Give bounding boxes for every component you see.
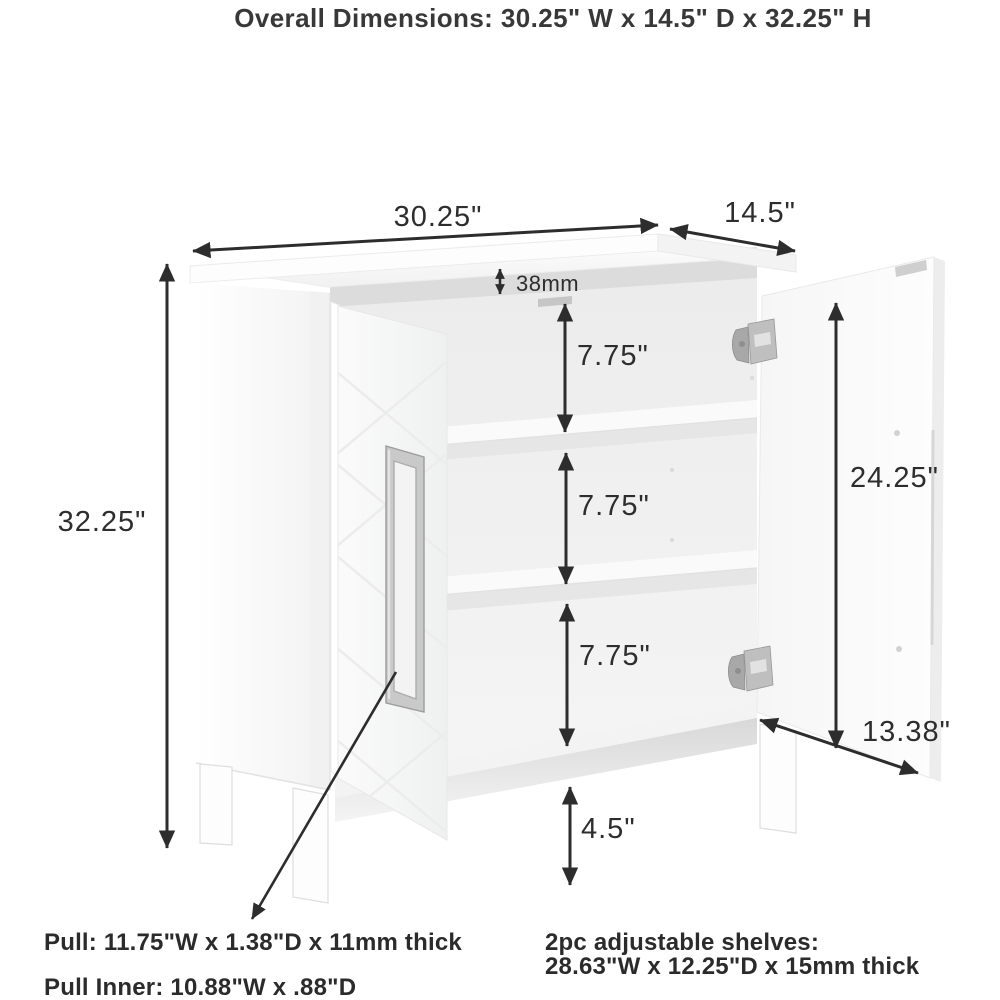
shelves-notes [545, 929, 920, 980]
overall-depth-label: 14.5" [724, 197, 796, 229]
screw-hole [894, 430, 900, 436]
shelf-pin-hole [670, 538, 674, 542]
back-left-leg [200, 764, 232, 845]
screw-hole [750, 376, 754, 380]
shelf-gap-1-label: 7.75" [577, 340, 649, 372]
top-thickness-label: 38mm [516, 271, 580, 296]
pull-notes [44, 929, 462, 1000]
shelf-pin-hole [670, 468, 674, 472]
leg-height-label: 4.5" [581, 813, 636, 845]
shelves-note-line2: 28.63"W x 12.25"D x 15mm thick [545, 953, 920, 980]
overall-width-label: 30.25" [393, 201, 483, 233]
overall-dimensions-title: Overall Dimensions: 30.25" W x 14.5" D x 32.25" H [234, 3, 872, 33]
shelves-note-line1: 2pc adjustable shelves: [545, 929, 820, 956]
overall-height-label: 32.25" [57, 506, 147, 538]
door-height-label: 24.25" [850, 462, 939, 494]
left-side-panel [196, 283, 330, 790]
pull-note-line1: Pull: 11.75"W x 1.38"D x 11mm thick [44, 929, 462, 956]
pull-note-line2: Pull Inner: 10.88"W x .88"D [44, 974, 357, 1000]
screw-hole [896, 646, 902, 652]
front-left-leg [293, 788, 328, 903]
door-width-label: 13.38" [862, 716, 951, 748]
front-right-leg [760, 724, 796, 833]
shelf-gap-3-label: 7.75" [579, 640, 651, 672]
door-pull-handle [386, 446, 424, 712]
dim-leg-height [570, 787, 636, 885]
dim-overall-height [58, 264, 167, 848]
shelf-gap-2-label: 7.75" [578, 490, 650, 522]
